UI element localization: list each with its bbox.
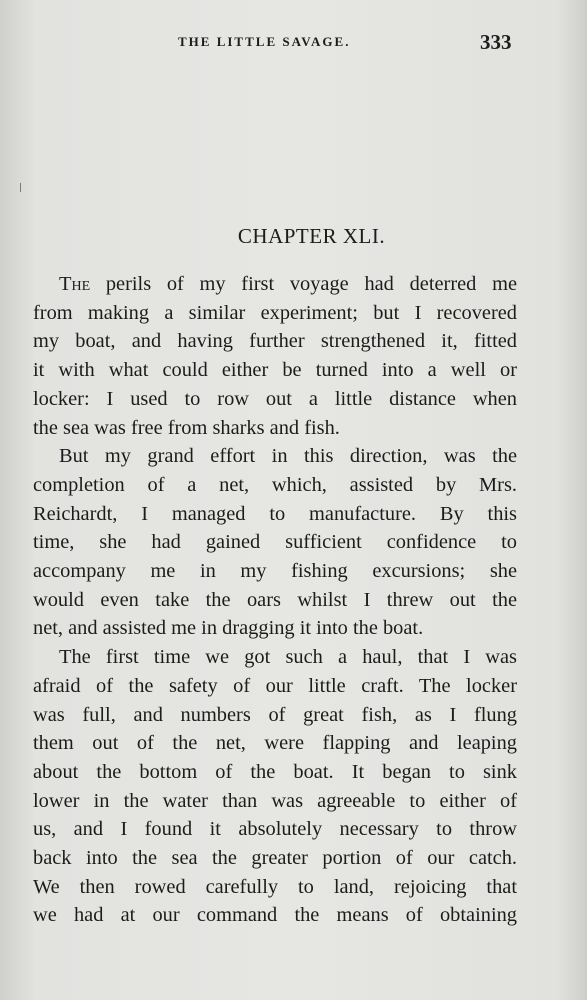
text-line: But my grand effort in this direction, was the [59,445,517,468]
text-line: it with what could either be turned into a well or [33,359,517,382]
text-line: We then rowed carefully to land, rejoicing that [33,875,517,898]
running-head [0,30,587,54]
text-line: afraid of the safety of our little craft. The locker [33,674,517,697]
text-line: about the bottom of the boat. It began to sink [33,760,517,783]
text-line: time, she had gained sufficient confidence to [33,531,517,554]
text-line: we had at our command the means of obtaining [33,904,517,927]
text-line: lower in the water than was agreeable to either of [33,789,517,812]
text-line: Reichardt, I managed to manufacture. By this [33,502,517,525]
lead-word: The [59,273,91,295]
paragraph-3 [33,643,517,930]
text-line: my boat, and having further strengthened it, fitted [33,330,517,353]
text-line: The first time we got such a haul, that I was [59,646,517,669]
page-number: 333 [480,30,512,54]
body-text [33,270,517,930]
text-line: locker: I used to row out a little distance when [33,387,517,410]
text-line: completion of a net, which, assisted by Mrs. [33,473,517,496]
text-line: from making a similar experiment; but I recovered [33,301,517,324]
text-line: net, and assisted me in dragging it into the boat. [33,617,424,640]
text-line: The perils of my first voyage had deterred me [59,273,517,295]
text-line: us, and I found it absolutely necessary to throw [33,818,517,841]
stray-mark [20,183,21,192]
text-line: would even take the oars whilst I threw out the [33,588,517,611]
text-line: was full, and numbers of great fish, as I flung [33,703,517,726]
paragraph-2 [33,442,517,643]
text-line: accompany me in my fishing excursions; she [33,560,517,583]
text-line: back into the sea the greater portion of our catch. [33,847,517,870]
running-title: THE LITTLE SAVAGE. [178,34,351,49]
text-line: them out of the net, were flapping and leaping [33,732,517,755]
chapter-heading: CHAPTER XLI. [237,224,386,248]
text-line: the sea was free from sharks and fish. [33,416,340,439]
paragraph-1 [33,270,517,442]
